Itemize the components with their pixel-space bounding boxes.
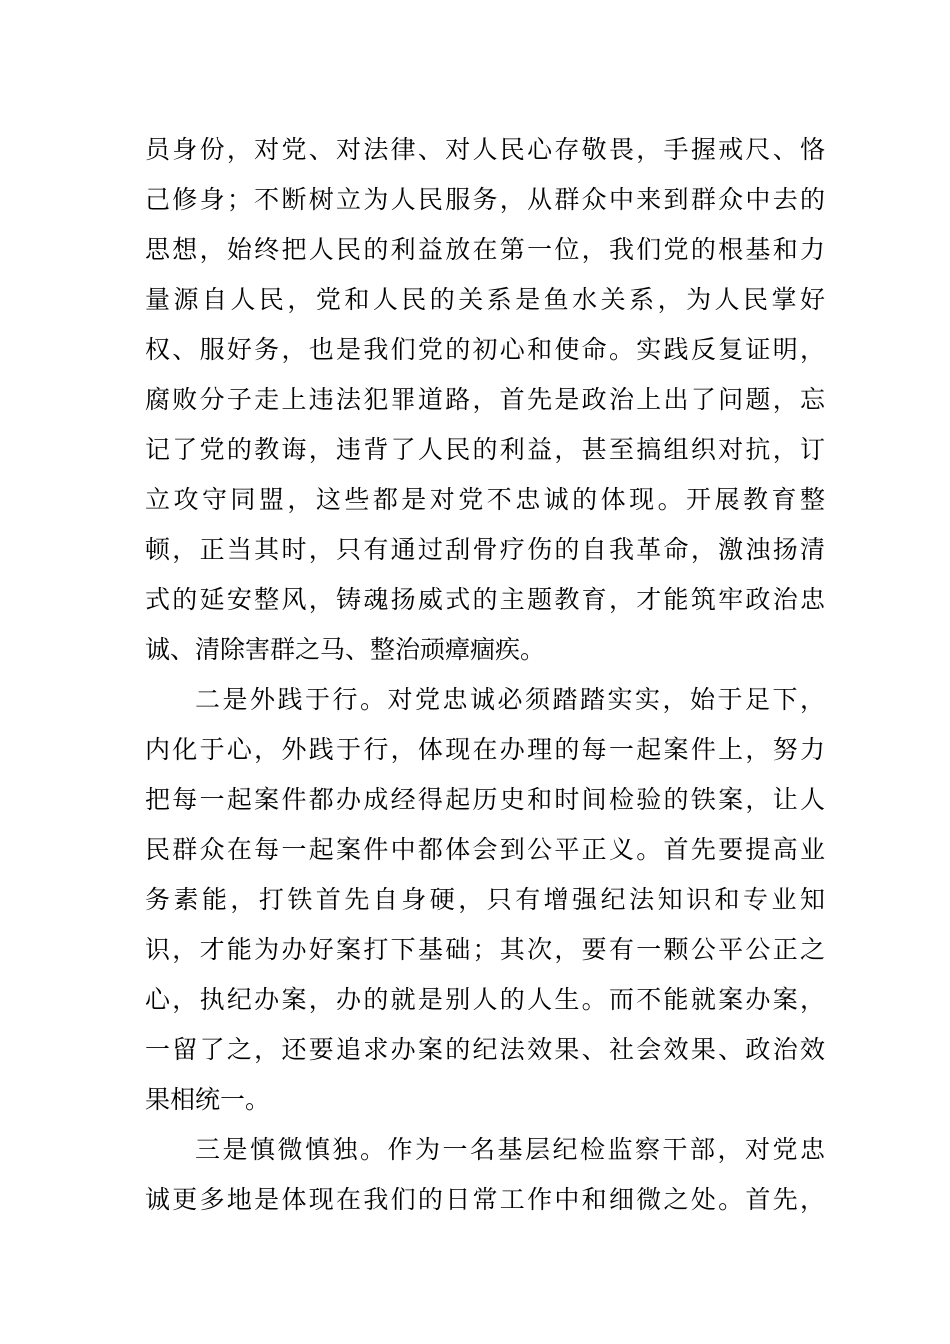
text-line: 务素能，打铁首先自身硬，只有增强纪法知识和专业知 bbox=[145, 885, 825, 914]
text-line: 权、服好务，也是我们党的初心和使命。实践反复证明， bbox=[145, 335, 825, 364]
text-line-paragraph-end: 果相统一。 bbox=[145, 1085, 271, 1114]
text-line: 员身份，对党、对法律、对人民心存敬畏，手握戒尺、恪 bbox=[145, 135, 825, 164]
text-line: 心，执纪办案，办的就是别人的人生。而不能就案办案， bbox=[145, 985, 825, 1014]
text-line: 识，才能为办好案打下基础；其次，要有一颗公平公正之 bbox=[145, 935, 825, 964]
text-line: 思想，始终把人民的利益放在第一位，我们党的根基和力 bbox=[145, 235, 825, 264]
text-line: 内化于心，外践于行，体现在办理的每一起案件上，努力 bbox=[145, 735, 825, 764]
text-line: 量源自人民，党和人民的关系是鱼水关系，为人民掌好 bbox=[145, 285, 825, 314]
paragraph-heading-line: 三是慎微慎独。作为一名基层纪检监察干部，对党忠 bbox=[195, 1135, 825, 1164]
text-line: 民群众在每一起案件中都体会到公平正义。首先要提高业 bbox=[145, 835, 825, 864]
document-body bbox=[145, 128, 825, 1228]
text-line: 立攻守同盟，这些都是对党不忠诚的体现。开展教育整 bbox=[145, 485, 825, 514]
text-line: 己修身；不断树立为人民服务，从群众中来到群众中去的 bbox=[145, 185, 825, 214]
paragraph-heading-line: 二是外践于行。对党忠诚必须踏踏实实，始于足下， bbox=[195, 685, 825, 714]
text-line: 腐败分子走上违法犯罪道路，首先是政治上出了问题，忘 bbox=[145, 385, 825, 414]
text-line: 诚更多地是体现在我们的日常工作中和细微之处。首先， bbox=[145, 1185, 825, 1214]
text-line: 式的延安整风，铸魂扬威式的主题教育，才能筑牢政治忠 bbox=[145, 585, 825, 614]
text-line: 一留了之，还要追求办案的纪法效果、社会效果、政治效 bbox=[145, 1035, 825, 1064]
text-line-paragraph-end: 诚、清除害群之马、整治顽瘴痼疾。 bbox=[145, 635, 546, 664]
text-line: 顿，正当其时，只有通过刮骨疗伤的自我革命，激浊扬清 bbox=[145, 535, 825, 564]
text-line: 记了党的教诲，违背了人民的利益，甚至搞组织对抗，订 bbox=[145, 435, 825, 464]
text-line: 把每一起案件都办成经得起历史和时间检验的铁案，让人 bbox=[145, 785, 825, 814]
